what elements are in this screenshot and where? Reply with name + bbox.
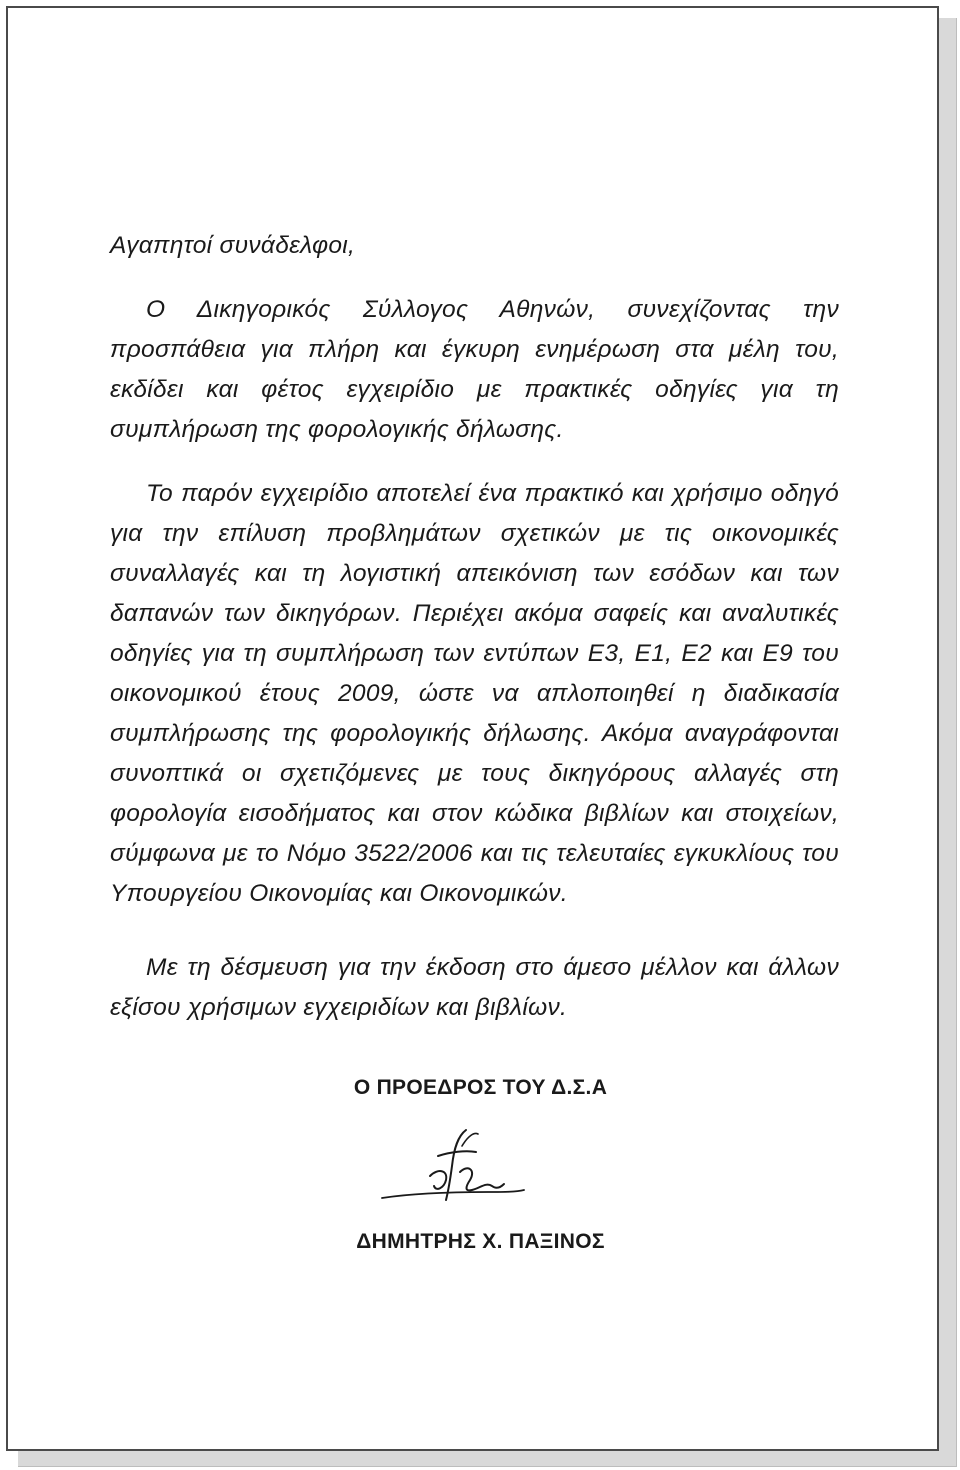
handwritten-signature: [378, 1126, 528, 1216]
sign-title: Ο ΠΡΟΕΔΡΟΣ ΤΟΥ Δ.Σ.Α: [353, 1076, 608, 1099]
paragraph-intro: Ο Δικηγορικός Σύλλογος Αθηνών, συνεχίζοντας την προσπάθεια για πλήρη και έγκυρη ενημέρωση στα μέλη του, εκδίδει και φέτος εγχειρίδιο με πρακτικές οδηγίες για τη συμπλήρωση της φορολογικής δήλωσης.: [110, 296, 839, 443]
salutation: Αγαπητοί συνάδελφοι,: [110, 232, 356, 259]
paragraph-contents: Το παρόν εγχειρίδιο αποτελεί ένα πρακτικό και χρήσιμο οδηγό για την επίλυση προβλημάτων σχετικών με τις οικονομικές συναλλαγές και τη λογιστική απεικόνιση των εσόδων και των δαπανών των δικηγόρων. Περιέχει ακόμα σαφείς και αναλυτικές οδηγίες για τη συμπλήρωση των εντύπων Ε3, Ε1, Ε2 και Ε9 του οικονομικού έτους 2009, ώστε να απλοποιηθεί η διαδικασία συμπλήρωσης της φορολογικής δήλωσης. Ακόμα αναγράφονται συνοπτικά οι σχετιζόμενες με τους δικηγόρους αλλαγές στη φορολογία εισοδήματος και στον κώδικα βιβλίων και στοιχείων, σύμφωνα με το Νόμο 3522/2006 και τις τελευταίες εγκυκλίους του Υπουργείου Οικονομίας και Οικονομικών.: [110, 480, 839, 907]
signatory-name: ΔΗΜΗΤΡΗΣ Χ. ΠΑΞΙΝΟΣ: [356, 1230, 605, 1253]
paragraph-closing: Με τη δέσμευση για την έκδοση στο άμεσο μέλλον και άλλων εξίσου χρήσιμων εγχειριδίων και βιβλίων.: [110, 954, 839, 1021]
document-page: [6, 6, 939, 1451]
